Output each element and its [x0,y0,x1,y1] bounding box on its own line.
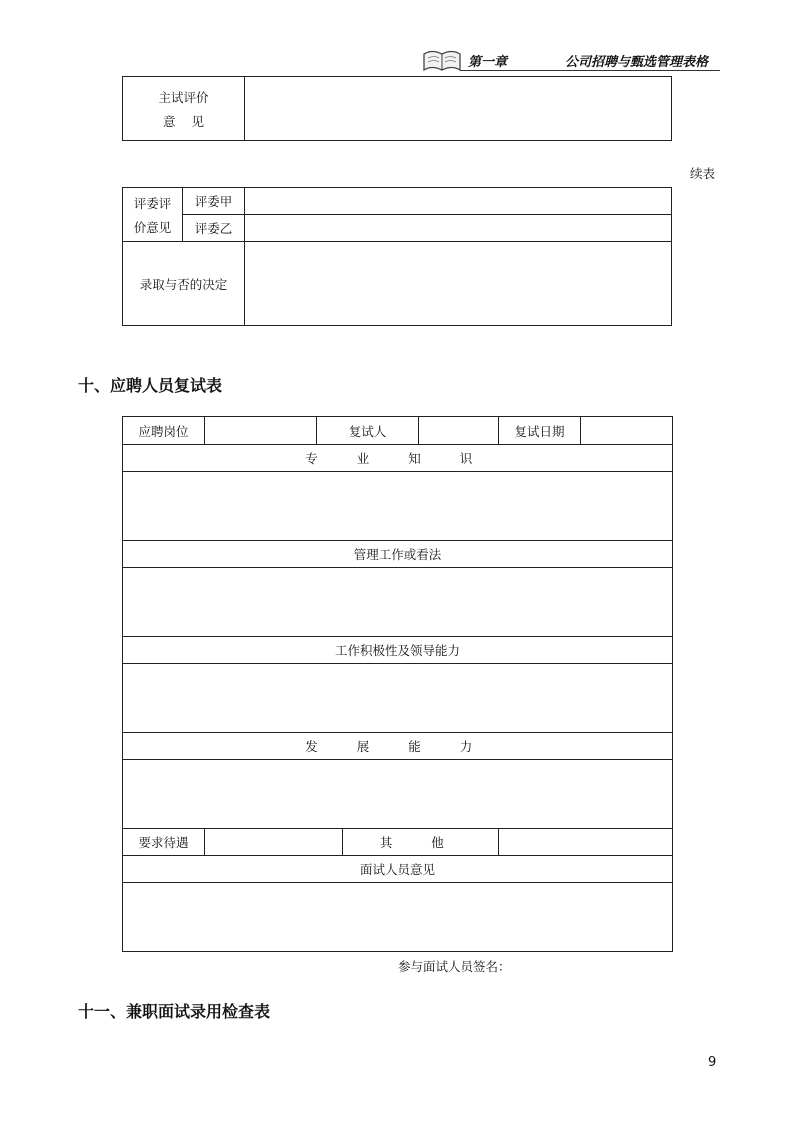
management-field[interactable] [123,568,673,637]
open-book-icon [420,48,464,74]
opinion-field[interactable] [123,883,673,952]
reviewer-label: 复试人 [317,417,419,445]
judge-b-label: 评委乙 [183,215,245,242]
other-label: 其 他 [343,829,499,856]
retest-table [122,416,673,952]
page-number: 9 [708,1055,717,1070]
other-field[interactable] [499,829,673,856]
review-group-label [123,188,183,242]
development-field[interactable] [123,760,673,829]
chapter-title: 公司招聘与甄选管理表格 [565,55,709,70]
chapter-label: 第一章 [468,55,508,70]
position-label: 应聘岗位 [123,417,205,445]
section-11-title: 十一、兼职面试录用检查表 [78,1002,271,1021]
reviewer-field[interactable] [419,417,499,445]
page-header [420,48,720,74]
review-table [122,187,672,326]
date-label: 复试日期 [499,417,581,445]
development-heading: 发 展 能 力 [123,733,673,760]
initiative-field[interactable] [123,664,673,733]
salary-label: 要求待遇 [123,829,205,856]
position-field[interactable] [205,417,317,445]
judge-a-label: 评委甲 [183,188,245,215]
section-10-title: 十、应聘人员复试表 [78,376,223,395]
judge-b-field[interactable] [245,215,672,242]
continued-label: 续表 [690,166,716,181]
salary-field[interactable] [205,829,343,856]
signature-label: 参与面试人员签名： [398,959,511,974]
opinion-heading: 面试人员意见 [123,856,673,883]
examiner-opinion-label [123,77,245,141]
judge-a-field[interactable] [245,188,672,215]
decision-label: 录取与否的决定 [123,242,245,326]
header-rule [460,70,720,71]
date-field[interactable] [581,417,673,445]
initiative-heading: 工作积极性及领导能力 [123,637,673,664]
management-heading: 管理工作或看法 [123,541,673,568]
examiner-opinion-table [122,76,672,141]
label-line: 价意见 [133,219,172,235]
label-line: 主试评价 [158,89,209,105]
professional-heading: 专 业 知 识 [123,445,673,472]
label-line: 意 见 [163,113,204,129]
label-line: 评委评 [133,195,172,211]
decision-field[interactable] [245,242,672,326]
examiner-opinion-field[interactable] [245,77,672,141]
professional-field[interactable] [123,472,673,541]
